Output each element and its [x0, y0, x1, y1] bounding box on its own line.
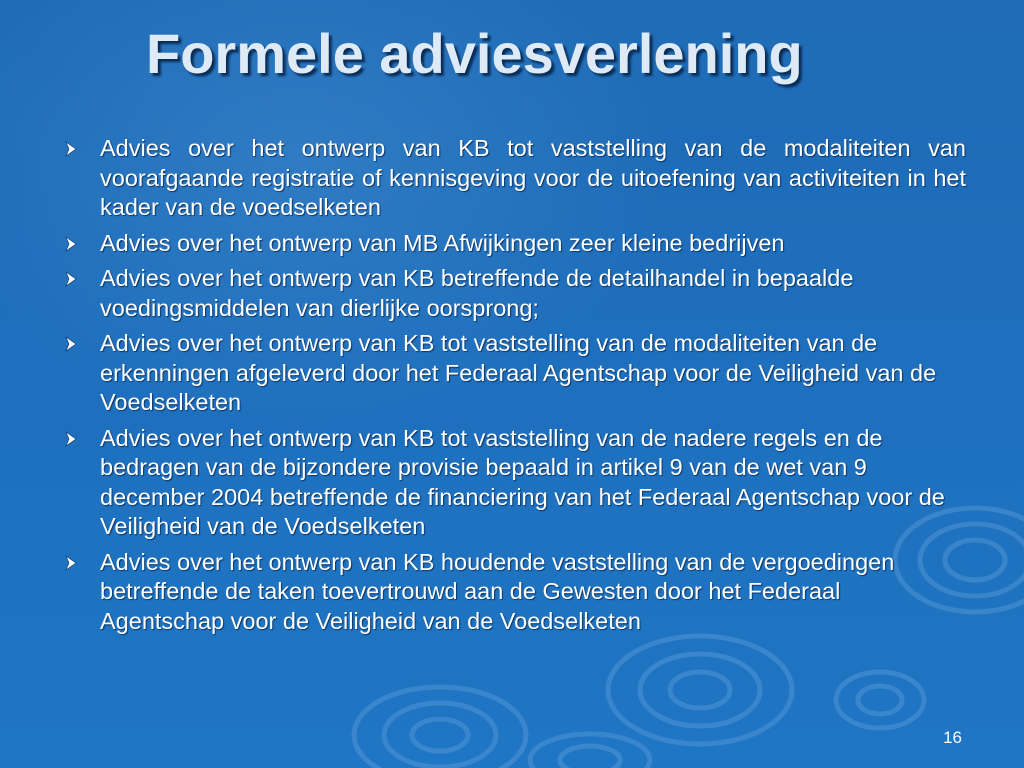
bullet-text: Advies over het ontwerp van KB tot vaststelling van de modaliteiten van de erkenningen afgeleverd door het Federaal Agentschap voor de Veiligheid van de Voedselketen — [100, 330, 937, 415]
arrowhead-bullet-icon — [62, 335, 80, 353]
bullet-item — [62, 134, 966, 223]
bullet-item — [62, 229, 966, 259]
arrowhead-bullet-icon — [62, 235, 80, 253]
arrowhead-bullet-icon — [62, 270, 80, 288]
page-number: 16 — [943, 728, 962, 747]
arrowhead-bullet-icon — [62, 140, 80, 158]
bullet-item — [62, 264, 966, 323]
bullet-item — [62, 424, 966, 542]
arrowhead-bullet-icon — [62, 554, 80, 572]
bullet-item — [62, 548, 966, 637]
bullet-text: Advies over het ontwerp van KB betreffende de detailhandel in bepaalde voedingsmiddelen van dierlijke oorsprong; — [100, 265, 854, 321]
bullet-text: Advies over het ontwerp van KB tot vaststelling van de modaliteiten van voorafgaande registratie of kennisgeving voor de uitoefening van activiteiten in het kader van de voedselketen — [100, 135, 966, 220]
bullet-list — [62, 134, 966, 642]
bullet-text: Advies over het ontwerp van MB Afwijkingen zeer kleine bedrijven — [100, 229, 785, 256]
arrowhead-bullet-icon — [62, 430, 80, 448]
bullet-item — [62, 329, 966, 418]
bullet-text: Advies over het ontwerp van KB houdende vaststelling van de vergoedingen betreffende de taken toevertrouwd aan de Gewesten door het Federaal Agentschap voor de Veiligheid van de Voedselketen — [100, 548, 895, 634]
slide-title: Formele adviesverlening — [146, 22, 803, 85]
bullet-text: Advies over het ontwerp van KB tot vaststelling van de nadere regels en de bedragen van de bijzondere provisie bepaald in artikel 9 van de wet van 9 december 2004 betreffende de financiering van het Federaal Agentschap voor de Veiligheid van de Voedselketen — [100, 424, 945, 539]
